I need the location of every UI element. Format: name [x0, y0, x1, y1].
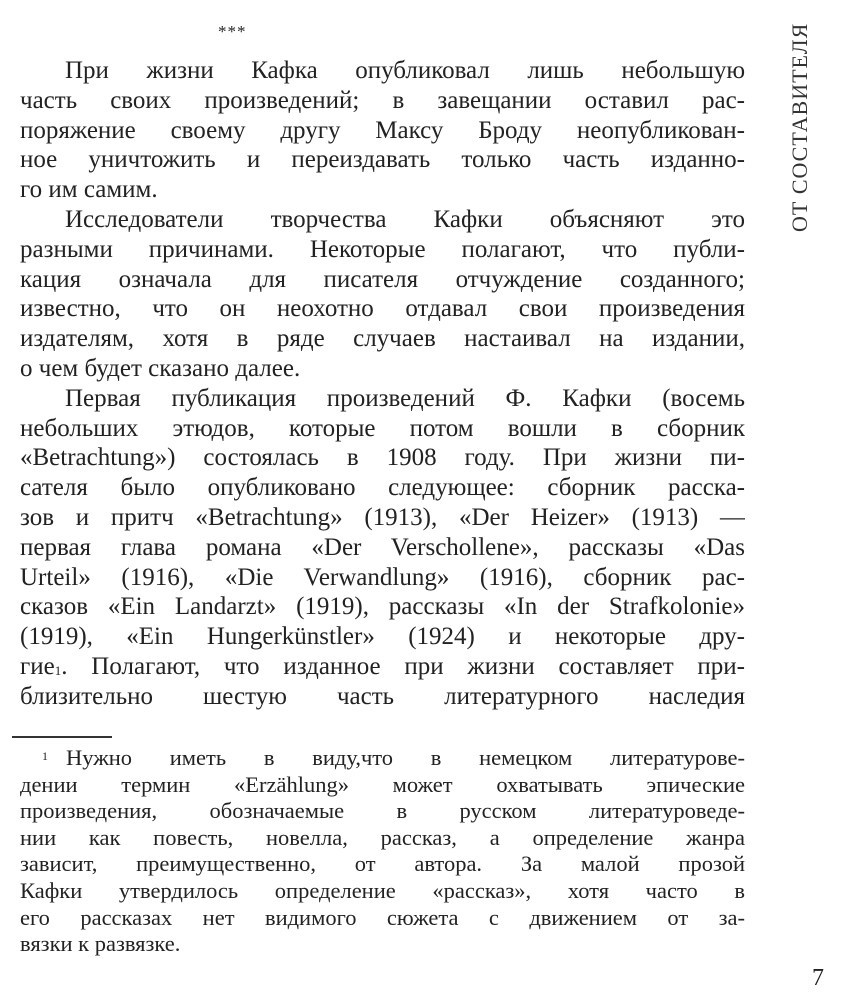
text-line: издателям, хотя в ряде случаев настаивал на издании, [20, 325, 745, 353]
text-line: Исследователи творчества Кафки объясняют это [65, 205, 745, 233]
footnote-line: нии как повесть, новелла, рассказ, а определение жанра [20, 824, 745, 850]
text-line: первая глава романа «Der Verschollene», рассказы «Das [20, 533, 745, 561]
text-line: небольших этюдов, которые потом вошли в сборник [20, 414, 745, 442]
text-line: известно, что он неохотно отдавал свои произведения [20, 295, 745, 323]
text-line: кация означала для писателя отчуждение созданного; [20, 265, 745, 293]
text-line: сателя было опубликовано следующее: сборник расска- [20, 474, 745, 502]
text-line [20, 652, 745, 682]
text-line: разными причинами. Некоторые полагают, что публи- [20, 235, 745, 263]
text-line: Urteil» (1916), «Die Verwandlung» (1916), сборник рас- [20, 563, 745, 591]
footnote-line: Кафки утвердилось определение «рассказ», хотя часто в [20, 877, 745, 903]
footnote-reference[interactable]: 1 [54, 662, 62, 678]
page-number: 7 [812, 965, 824, 991]
footnote-line: произведения, обозначаемые в русском литературоведе- [20, 798, 745, 824]
footnote-line: его рассказах нет видимого сюжета с движением от за- [20, 904, 745, 930]
section-separator: *** [218, 22, 247, 41]
text-line: о чем будет сказано далее. [20, 354, 301, 382]
text-line: близительно шестую часть литературного наследия [20, 682, 745, 710]
text-line: сказов «Ein Landarzt» (1919), рассказы «In der Strafkolonie» [20, 593, 745, 621]
footnote-line: вязки к развязке. [20, 931, 181, 957]
text-line: ное уничтожить и переиздавать только часть изданно- [20, 146, 745, 174]
footnote [20, 745, 745, 958]
footnote-divider [12, 736, 112, 738]
body-text [20, 56, 745, 712]
footnote-line [20, 745, 745, 772]
footnote-marker: 1 [42, 749, 48, 763]
footnote-line: зависит, преимущественно, от автора. За малой прозой [20, 851, 745, 877]
text-line: (1919), «Ein Hungerkünstler» (1924) и некоторые дру- [20, 623, 745, 651]
text-line: поряжение своему другу Максу Броду неопубликован- [20, 116, 745, 144]
text-line: «Betrachtung») состоялась в 1908 году. При жизни пи- [20, 444, 745, 472]
text-line: При жизни Кафка опубликовал лишь небольшую [65, 57, 745, 84]
text-fragment: гие [20, 652, 55, 680]
text-line: Первая публикация произведений Ф. Кафки (восемь [65, 384, 745, 412]
footnote-line: дении термин «Erzählung» может охватывать эпические [20, 771, 745, 797]
text-line: часть своих произведений; в завещании оставил рас- [20, 86, 745, 114]
text-fragment: Нужно иметь в виду,что в немецком литературове- [66, 745, 745, 770]
text-line: го им самим. [20, 176, 158, 204]
text-fragment: . Полагают, что изданное при жизни составляет при- [61, 652, 745, 680]
running-head: ОТ СОСТАВИТЕЛЯ [787, 22, 812, 232]
text-line: зов и притч «Betrachtung» (1913), «Der Heizer» (1913) — [20, 503, 745, 531]
